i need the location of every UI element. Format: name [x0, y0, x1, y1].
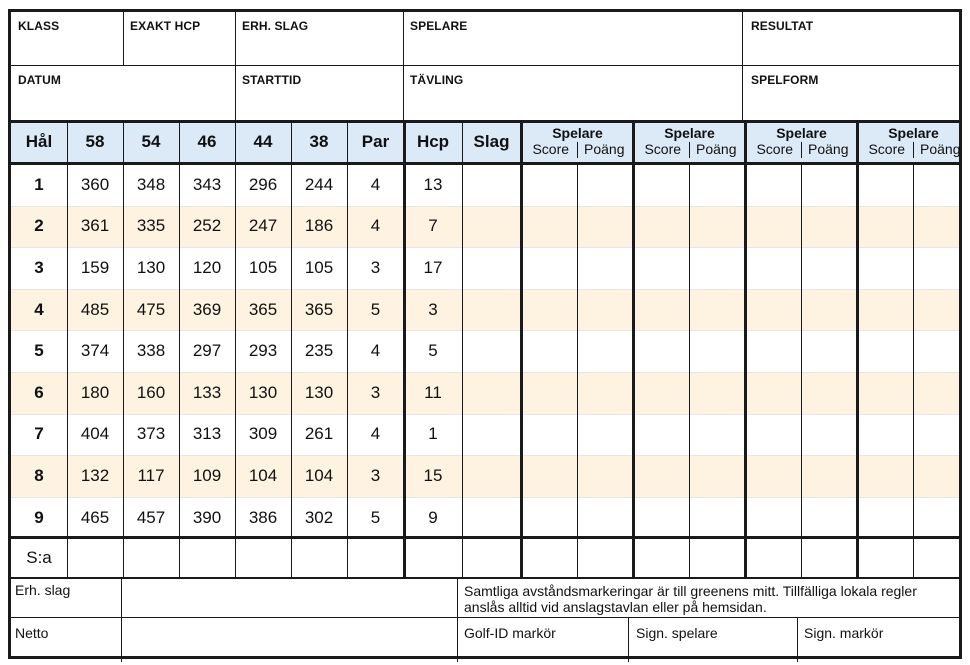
vertical-line: [742, 12, 743, 120]
score-input-cell[interactable]: [745, 372, 801, 414]
score-input-cell[interactable]: [913, 247, 959, 289]
golf-id-label: Golf-ID markör: [464, 625, 556, 641]
distance-46: 343: [192, 174, 222, 194]
vertical-line: [913, 164, 914, 577]
score-input-cell[interactable]: [857, 455, 913, 497]
score-input-cell[interactable]: [913, 206, 959, 248]
vertical-line: [856, 122, 859, 577]
score-input-cell[interactable]: [633, 372, 689, 414]
poang-subheader: Poäng: [696, 141, 737, 157]
sign-spelare-label: Sign. spelare: [636, 625, 718, 641]
score-input-cell[interactable]: [689, 247, 745, 289]
subheader-divider: [801, 142, 802, 158]
score-input-cell[interactable]: [857, 330, 913, 372]
slag-input-cell[interactable]: [462, 372, 521, 414]
hole-number: 9: [34, 507, 44, 527]
hcp-value: 13: [423, 174, 443, 194]
score-input-cell[interactable]: [913, 455, 959, 497]
score-input-cell[interactable]: [801, 289, 857, 331]
score-input-cell[interactable]: [745, 164, 801, 206]
score-input-cell[interactable]: [633, 289, 689, 331]
distance-44: 296: [248, 174, 278, 194]
vertical-line: [291, 122, 292, 577]
vertical-line: [744, 122, 747, 577]
par-value: 4: [370, 216, 381, 236]
hole-number: 6: [34, 382, 44, 402]
score-input-cell[interactable]: [689, 164, 745, 206]
distance-46: 313: [192, 424, 222, 444]
score-input-cell[interactable]: [745, 289, 801, 331]
klass-label: KLASS: [18, 19, 60, 33]
score-input-cell[interactable]: [521, 164, 577, 206]
spelare-label: SPELARE: [410, 19, 468, 33]
distance-58: 360: [80, 174, 110, 194]
header-tee-38: 38: [309, 132, 329, 151]
score-input-cell[interactable]: [521, 289, 577, 331]
hcp-value: 17: [423, 257, 443, 277]
poang-subheader: Poäng: [584, 141, 625, 157]
score-input-cell[interactable]: [857, 414, 913, 456]
distance-44: 247: [248, 216, 278, 236]
subheader-divider: [689, 142, 690, 158]
distance-38: 235: [304, 341, 334, 361]
hcp-value: 7: [428, 216, 438, 236]
distance-38: 365: [304, 299, 334, 319]
distance-58: 404: [80, 424, 110, 444]
distance-46: 369: [192, 299, 222, 319]
score-input-cell[interactable]: [577, 414, 633, 456]
player-header-title: Spelare: [664, 125, 715, 141]
header-slag: Slag: [473, 132, 510, 151]
distance-54: 130: [136, 257, 166, 277]
header-hcp: Hcp: [416, 132, 450, 151]
vertical-line: [628, 617, 629, 662]
distance-38: 130: [304, 382, 334, 402]
score-input-cell[interactable]: [633, 414, 689, 456]
score-input-cell[interactable]: [689, 206, 745, 248]
resultat-label: RESULTAT: [751, 19, 814, 33]
row-divider: [11, 372, 959, 373]
distance-54: 373: [136, 424, 166, 444]
header-tee-58: 58: [85, 132, 105, 151]
distance-38: 302: [304, 507, 334, 527]
hcp-value: 9: [428, 507, 438, 527]
distance-54: 457: [136, 507, 166, 527]
hole-number: 7: [34, 424, 44, 444]
score-input-cell[interactable]: [689, 497, 745, 539]
subheader-divider: [913, 142, 914, 158]
distance-46: 109: [192, 465, 222, 485]
spelform-label: SPELFORM: [751, 73, 819, 87]
distance-44: 293: [248, 341, 278, 361]
score-input-cell[interactable]: [577, 330, 633, 372]
netto-label: Netto: [15, 625, 49, 641]
score-input-cell[interactable]: [521, 330, 577, 372]
distance-44: 309: [248, 424, 278, 444]
score-input-cell[interactable]: [633, 497, 689, 539]
distance-58: 159: [80, 257, 110, 277]
hole-number: 8: [34, 465, 44, 485]
score-input-cell[interactable]: [913, 497, 959, 539]
score-input-cell[interactable]: [745, 455, 801, 497]
hole-number: 4: [34, 299, 44, 319]
slag-input-cell[interactable]: [462, 164, 521, 206]
score-input-cell[interactable]: [857, 497, 913, 539]
score-input-cell[interactable]: [801, 455, 857, 497]
score-input-cell[interactable]: [689, 289, 745, 331]
score-subheader: Score: [644, 141, 682, 157]
scorecard: [8, 9, 962, 659]
score-subheader: Score: [756, 141, 794, 157]
distance-46: 390: [192, 507, 222, 527]
exakt-hcp-label: EXAKT HCP: [130, 19, 201, 33]
score-input-cell[interactable]: [689, 414, 745, 456]
hcp-value: 11: [424, 382, 442, 402]
distance-58: 374: [80, 341, 110, 361]
hcp-value: 1: [428, 424, 438, 444]
vertical-line: [689, 164, 690, 577]
par-value: 4: [370, 341, 381, 361]
horizontal-line: [11, 536, 959, 539]
score-input-cell[interactable]: [577, 206, 633, 248]
score-input-cell[interactable]: [913, 372, 959, 414]
sum-label: S:a: [26, 548, 52, 567]
tavling-label: TÄVLING: [410, 73, 464, 87]
score-input-cell[interactable]: [801, 247, 857, 289]
score-input-cell[interactable]: [689, 330, 745, 372]
distance-58: 132: [80, 465, 110, 485]
score-input-cell[interactable]: [577, 497, 633, 539]
score-input-cell[interactable]: [857, 372, 913, 414]
vertical-line: [403, 122, 406, 577]
hole-number: 1: [34, 174, 44, 194]
distance-54: 335: [136, 216, 166, 236]
slag-input-cell[interactable]: [462, 455, 521, 497]
score-input-cell[interactable]: [521, 372, 577, 414]
score-input-cell[interactable]: [857, 289, 913, 331]
score-subheader: Score: [868, 141, 906, 157]
vertical-line: [67, 122, 68, 577]
vertical-line: [577, 164, 578, 577]
poang-subheader: Poäng: [808, 141, 849, 157]
vertical-line: [801, 164, 802, 577]
player-header-title: Spelare: [552, 125, 603, 141]
header-hal: Hål: [25, 132, 53, 151]
slag-input-cell[interactable]: [462, 330, 521, 372]
score-input-cell[interactable]: [913, 414, 959, 456]
score-input-cell[interactable]: [745, 330, 801, 372]
subheader-divider: [577, 142, 578, 158]
score-input-cell[interactable]: [689, 455, 745, 497]
distance-58: 361: [80, 216, 110, 236]
score-input-cell[interactable]: [633, 206, 689, 248]
distance-46: 120: [192, 257, 222, 277]
par-value: 3: [370, 257, 381, 277]
par-value: 5: [370, 507, 381, 527]
distance-54: 160: [136, 382, 166, 402]
slag-input-cell[interactable]: [462, 206, 521, 248]
score-input-cell[interactable]: [521, 206, 577, 248]
distance-38: 261: [304, 424, 334, 444]
header-tee-54: 54: [141, 132, 161, 151]
score-input-cell[interactable]: [745, 414, 801, 456]
distance-58: 485: [80, 299, 110, 319]
score-input-cell[interactable]: [801, 372, 857, 414]
distance-44: 386: [248, 507, 278, 527]
vertical-line: [403, 12, 404, 120]
erh-slag-footer-label: Erh. slag: [15, 582, 71, 598]
score-input-cell[interactable]: [577, 372, 633, 414]
horizontal-line: [11, 120, 959, 123]
row-divider: [11, 455, 959, 456]
vertical-line: [462, 122, 463, 577]
score-input-cell[interactable]: [577, 247, 633, 289]
distance-54: 117: [137, 465, 165, 485]
score-input-cell[interactable]: [633, 455, 689, 497]
slag-input-cell[interactable]: [462, 289, 521, 331]
par-value: 3: [370, 465, 381, 485]
slag-input-cell[interactable]: [462, 497, 521, 539]
par-value: 5: [370, 299, 381, 319]
score-input-cell[interactable]: [913, 330, 959, 372]
hole-number: 5: [34, 341, 44, 361]
score-input-cell[interactable]: [913, 289, 959, 331]
header-tee-44: 44: [253, 132, 273, 151]
vertical-line: [520, 122, 523, 577]
row-divider: [11, 414, 959, 415]
vertical-line: [632, 122, 635, 577]
horizontal-line: [11, 162, 959, 165]
vertical-line: [121, 579, 122, 662]
score-input-cell[interactable]: [577, 164, 633, 206]
score-input-cell[interactable]: [801, 164, 857, 206]
distance-46: 252: [192, 216, 222, 236]
row-divider: [11, 247, 959, 248]
distance-38: 105: [304, 257, 334, 277]
header-tee-46: 46: [197, 132, 217, 151]
distance-38: 104: [304, 465, 334, 485]
score-input-cell[interactable]: [745, 247, 801, 289]
distance-44: 130: [248, 382, 278, 402]
row-divider: [11, 206, 959, 207]
sign-markor-label: Sign. markör: [804, 625, 884, 641]
distance-44: 365: [248, 299, 278, 319]
vertical-line: [235, 12, 236, 120]
distance-54: 475: [136, 299, 166, 319]
vertical-line: [347, 122, 348, 577]
slag-input-cell[interactable]: [462, 414, 521, 456]
par-value: 3: [370, 382, 381, 402]
score-input-cell[interactable]: [857, 247, 913, 289]
score-input-cell[interactable]: [745, 497, 801, 539]
hcp-value: 15: [423, 465, 443, 485]
hcp-value: 3: [428, 299, 438, 319]
row-divider: [11, 330, 959, 331]
vertical-line: [797, 617, 798, 662]
hole-number: 3: [34, 257, 44, 277]
horizontal-line: [121, 617, 959, 618]
row-divider: [11, 289, 959, 290]
score-input-cell[interactable]: [577, 289, 633, 331]
distance-38: 244: [304, 174, 334, 194]
score-input-cell[interactable]: [745, 206, 801, 248]
distance-38: 186: [304, 216, 334, 236]
score-input-cell[interactable]: [801, 206, 857, 248]
vertical-line: [457, 579, 458, 662]
score-input-cell[interactable]: [857, 206, 913, 248]
distance-46: 297: [192, 341, 222, 361]
distance-58: 180: [80, 382, 110, 402]
distance-54: 348: [136, 174, 166, 194]
distance-58: 465: [80, 507, 110, 527]
score-input-cell[interactable]: [633, 164, 689, 206]
score-input-cell[interactable]: [577, 455, 633, 497]
score-input-cell[interactable]: [521, 497, 577, 539]
row-divider: [11, 497, 959, 498]
horizontal-line: [11, 65, 959, 66]
score-input-cell[interactable]: [633, 330, 689, 372]
score-input-cell[interactable]: [801, 497, 857, 539]
distance-44: 105: [248, 257, 278, 277]
vertical-line: [123, 122, 124, 577]
score-input-cell[interactable]: [913, 164, 959, 206]
slag-input-cell[interactable]: [462, 247, 521, 289]
score-input-cell[interactable]: [857, 164, 913, 206]
starttid-label: STARTTID: [242, 73, 302, 87]
distance-54: 338: [136, 341, 166, 361]
vertical-line: [179, 122, 180, 577]
score-input-cell[interactable]: [801, 414, 857, 456]
horizontal-line: [11, 617, 121, 618]
erh-slag-label: ERH. SLAG: [242, 19, 309, 33]
par-value: 4: [370, 174, 381, 194]
horizontal-line: [11, 577, 959, 579]
player-header-title: Spelare: [888, 125, 939, 141]
score-input-cell[interactable]: [521, 247, 577, 289]
poang-subheader: Poäng: [920, 141, 961, 157]
score-input-cell[interactable]: [521, 455, 577, 497]
score-input-cell[interactable]: [689, 372, 745, 414]
distance-44: 104: [248, 465, 278, 485]
vertical-line: [123, 12, 124, 65]
distance-46: 133: [192, 382, 222, 402]
score-subheader: Score: [532, 141, 570, 157]
player-header-title: Spelare: [776, 125, 827, 141]
rules-note: Samtliga avståndsmarkeringar är till greenens mitt. Tillfälliga lokala regler anslås alltid vid anslagstavlan eller på hemsidan.: [464, 583, 917, 615]
score-input-cell[interactable]: [521, 414, 577, 456]
hole-number: 2: [34, 216, 44, 236]
score-input-cell[interactable]: [633, 247, 689, 289]
par-value: 4: [370, 424, 381, 444]
score-input-cell[interactable]: [801, 330, 857, 372]
header-par: Par: [361, 132, 390, 151]
vertical-line: [235, 122, 236, 577]
datum-label: DATUM: [18, 73, 61, 87]
hcp-value: 5: [428, 341, 438, 361]
